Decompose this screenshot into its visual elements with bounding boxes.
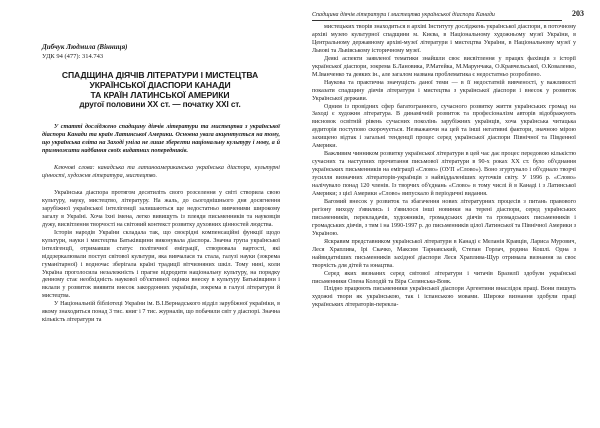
paragraph: Вагомий внесок у розвиток та збагачення нових літературних процесів з питань правового регіону виходу з'явились і з'явилося інші новинки на терені діаспори, серед українських письменників, перекладачів, художників, громадських діячів та громадських письменників і громадських діячів, з тим і на 1990-1997 р. до письменників цілої Латинської та Північної Америки з Україною. — [312, 198, 576, 237]
paragraph: Важливим чинником розвитку української літератури в цей час дає процес передовою кількістю сучасних та наступних прочитання письмової літератури в 90-х роках ХХ ст. було об'єднання українських письменників на еміграції «Слово» (ОУП «Слово»). Воно згуртувало і об'єднало творчі зусилля визначних літераторів-українців з найвіддаленіших куточків світу. У 1996 р. «Слово» налічувало понад 120 членів. Із творчих об'єднань «Слово» в тому числі й в Канаді і з Латинської Америки; з цієї Америки «Слово» випускало й періодичні видання. — [312, 151, 576, 198]
paragraph: Серед яких визнаних серед світової літератури і читачів Бразилії здобули українські письменники Олена Колодій та Віра Селянська-Вовк. — [312, 270, 576, 285]
keywords: Ключові слова: канадська та латиноамериканська українська діаспора, культурні цінності, художня література, мистецтво. — [42, 165, 280, 179]
paragraph: Українська діаспора протягом десятиліть свого розселення у світі створила свою культуру, науку, мистецтво, літературу. На жаль, до сьогоднішнього дня досягнення зарубіжної української інтелігенції залишаються ще недостатньо вивченими широкому загалу в Україні. Хоча їхні імена, легко вивищуть із плеяди письменників та науковців дужу, висвітлення творчості на світовий контекст розвитку духовних цінностей людства. — [42, 190, 280, 228]
body-text-left — [42, 190, 280, 325]
paragraph: Одним із провідних сфер багатогранного, сучасного розвитку життя українських громад на Заході є художня література. В динамічній розвиток та професіоналізм авторів відображують висновок освітній рівень сучасних поколінь зарубіжних українців, хоча українська читацька аудиторія поступово скорочується. Незважаючи на цей та інші негативні фактори, значною мірою захищено відтак і загальні тенденції процес серед української діаспори Північної та Південної Америки. — [312, 103, 576, 150]
body-text-right — [312, 24, 576, 310]
author-name: Дибчук Людмила (Вінниця) — [42, 43, 128, 51]
title-subline: другої половини ХХ ст. — початку ХХІ ст. — [79, 100, 241, 109]
paragraph: Яскравим представником української літератури в Канаді є Меланія Кравців, Лариса Мурович, Леся Храплива, Ірі Скачко, Максим Тарнавський, Степан Горлач, родина Кошлі. Одна з найвидатніших письменників західної діаспори Леся Храплива-Щур отримала визнання за своє творчість для дітей та юнацтва. — [312, 238, 576, 269]
paragraph: Наукова та практична значущість даної теми — в її недостатній вивченості, у важливості показати спадщину діячів літератури і мистецтва з української діаспори і внесок у розвиток Української держави. — [312, 79, 576, 102]
paragraph: мистецьких творів знаходиться в архіві Інституту досліджень української діаспори, в поточному архіві музею культурної спадщини м. Києва, в Національному художньому музеї України, в Центральному державному архіві-музеї літератури і мистецтва України, в Національному музеї у Львові та Львівському історичному музеї. — [312, 24, 576, 54]
title-line: УКРАЇНСЬКОЇ ДІАСПОРИ КАНАДИ — [89, 80, 231, 90]
title-line: ТА КРАЇН ЛАТИНСЬКОЇ АМЕРИКИ — [90, 90, 230, 100]
running-head: Спадщина діячів літератури і мистецтва української діаспори Канади — [312, 12, 562, 21]
title-line: СПАДЩИНА ДІЯЧІВ ЛІТЕРАТУРИ І МИСТЕЦТВА — [61, 70, 259, 80]
paragraph: Плідно працюють письменники української діаспори Аргентини внаслідок праці. Вони пишуть художні твори як українською, так і іспанською мовами. Широке визнання здобули праці українських літераторів-перекла- — [312, 286, 576, 309]
right-page — [300, 0, 600, 428]
page-number: 203 — [572, 9, 584, 18]
article-title — [40, 70, 280, 110]
udc-code: УДК 94 (477): 314.743 — [42, 53, 104, 60]
paragraph: У Національній бібліотеці України ім. В.І.Вернадського відділ зарубіжної україніки, в якому знаходиться понад 3 тис. книг і 7 тис. журналів, що побачили світ у діаспорі. Значна кількість літератури та — [42, 301, 280, 324]
abstract: У статті досліджено спадщину діячів літератури та мистецтва з української діаспори Канади та країн Латинської Америки. Основна увага акцентується на тому, що українська еліта на Заході уміла не лише зберегти національну культуру і мову, а й примножити надбання своїх видатних попередників. — [42, 124, 280, 154]
paragraph: Деякі аспекти заявленої тематики знайшли своє висвітлення у працях фахівців з історії української діаспори, зокрема Б.Лановика, Р.Матейка, М.Марунчака, О.Кравчельської, О.Коваленко, М.Іванченко та деяких ін., але загалом названа проблематика є недостатньо розроблено. — [312, 55, 576, 78]
paragraph: Історія народів України складала так, що своєрідні компенсаційні функції щодо культури, науки і мистецтва Батьківщини виконувала діаспора. Значна група української інтелігенції, отримавши статус політичної еміграції, створювала вартості, які віддзеркалювали поступ світової культури, яка вивчалася та стала, галузі науки (зокрема гуманітарної) і водночас зберігала країні традиції вітчизняних шкіл. Тому нині, коли Україна проголосила незалежність і прагне відродити національну культуру, на порядку денному стає необхідність наукової об'єктивної оцінки внеску в культуру Батьківщини і вклали у розвиток виявити внесок закордонних українців, зокрема в галузі літератури й мистецтва. — [42, 229, 280, 300]
